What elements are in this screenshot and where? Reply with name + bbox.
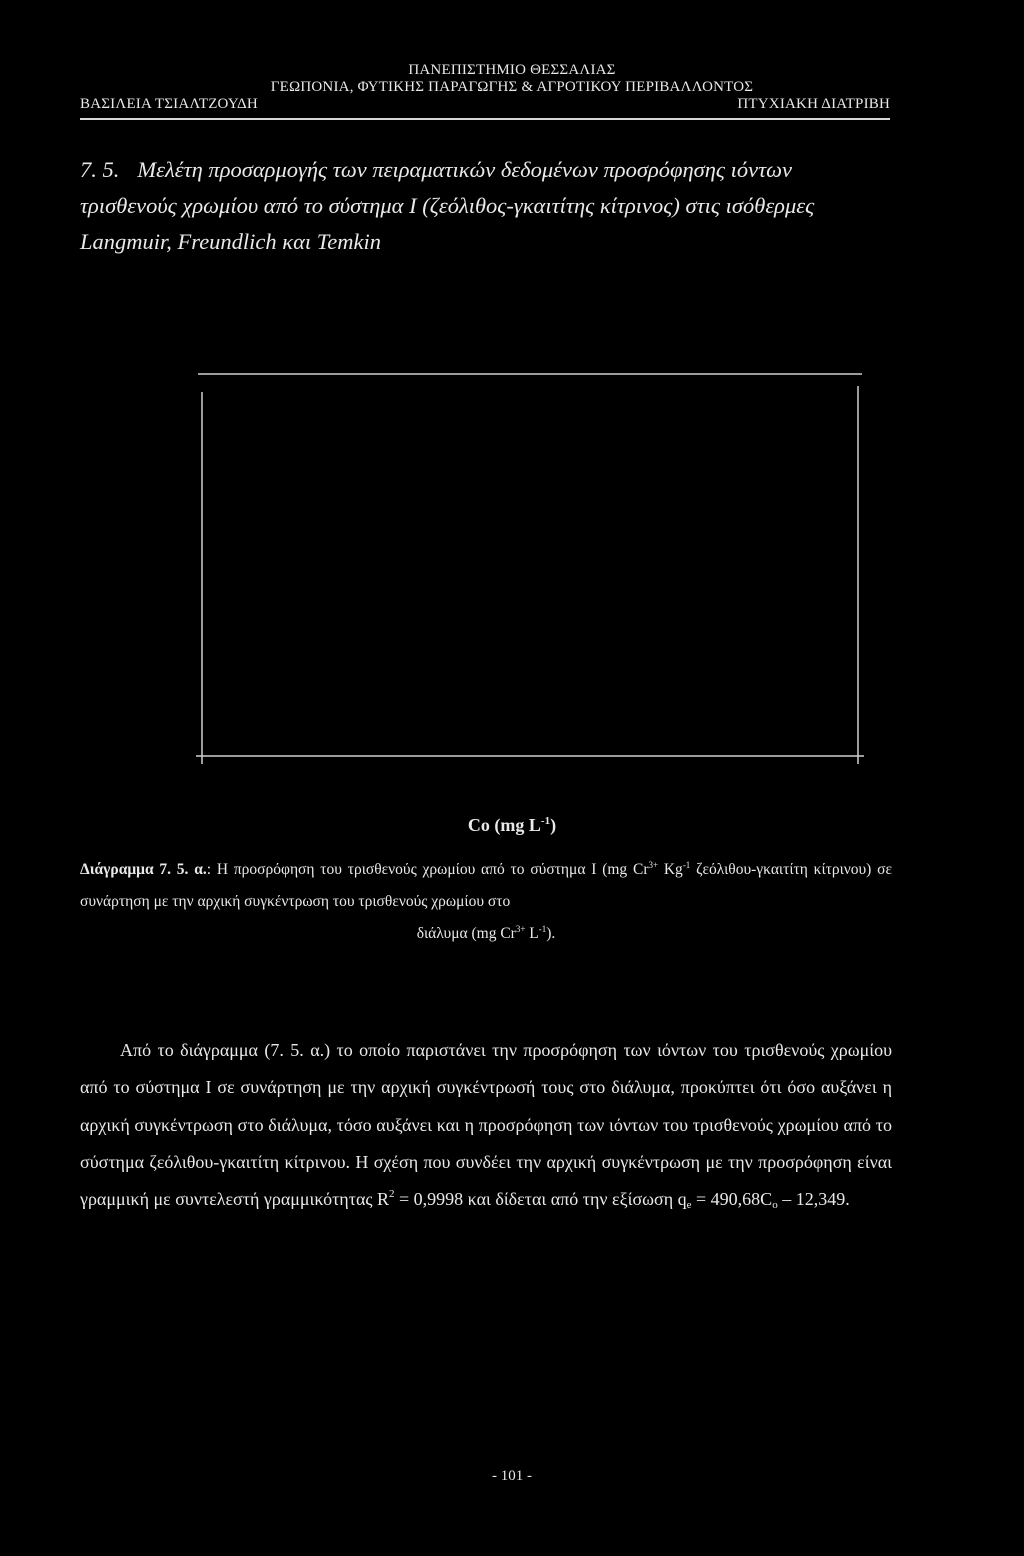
caption-label: Διάγραμμα 7. 5. α. [80, 861, 207, 878]
section-heading [80, 152, 892, 260]
figure-frame [196, 372, 864, 768]
header-divider [80, 118, 890, 120]
x-axis-label: Co (mg $L^{-1}$) [467, 815, 557, 835]
caption-line-2: διάλυμα (mg $Cr^{3+}$ $L^{-1}$). [416, 924, 556, 942]
section-title-text: Μελέτη προσαρμογής των πειραματικών δεδομένων προσρόφησης ιόντων τρισθενούς χρωμίου από το σύστημα Ι (ζεόλιθος-γκαιτίτης κίτρινος) στις ισόθερμες Langmuir, Freundlich και Temkin [80, 157, 815, 254]
header-institution: ΠΑΝΕΠΙΣΤΗΜΙΟ ΘΕΣΣΑΛΙΑΣ [408, 62, 616, 78]
header-department: ΓΕΩΠΟΝΙΑ, ΦΥΤΙΚΗΣ ΠΑΡΑΓΩΓΗΣ & ΑΓΡΟΤΙΚΟΥ ΠΕΡΙΒΑΛΛΟΝΤΟΣ [270, 79, 754, 95]
section-number: 7. 5. [80, 157, 120, 182]
page-number: - 101 - [492, 1468, 532, 1484]
header-author: ΒΑΣΙΛΕΙΑ ΤΣΙΑΛΤΖΟΥΔΗ [80, 96, 258, 112]
figure-caption: Διάγραμμα 7. 5. α.: Η προσρόφηση του τρισθενούς χρωμίου από το σύστημα Ι (mg $Cr^{3+}$ $Kg^{-1}$ ζεόλιθου-γκαιτίτη κίτρινου) σε συνάρτηση με την αρχική συγκέντρωση του τρισθενούς χρωμίου στο διάλυμα (mg $Cr^{3+}$ $L^{-1}$). [80, 854, 892, 950]
header-document-type: ΠΤΥΧΙΑΚΗ ΔΙΑΤΡΙΒΗ [737, 96, 890, 112]
figure-frame-graphic [196, 372, 864, 768]
body-paragraph: Από το διάγραμμα (7. 5. α.) το οποίο παριστάνει την προσρόφηση των ιόντων του τρισθενούς χρωμίου από το σύστημα Ι σε συνάρτηση με την αρχική συγκέντρωσή τους στο διάλυμα, προκύπτει ότι όσο αυξάνει η αρχική συγκέντρωση στο διάλυμα, τόσο αυξάνει και η προσρόφηση των ιόντων του τρισθενούς χρωμίου από το σύστημα ζεόλιθου-γκαιτίτη κίτρινου. Η σχέση που συνδέει την αρχική συγκέντρωση με την προσρόφηση είναι γραμμική με συντελεστή γραμμικότητας $R^2 = 0,9998$ και δίδεται από την εξίσωση $q_e = 490,68C_o - 12,349$. [80, 1040, 892, 1212]
